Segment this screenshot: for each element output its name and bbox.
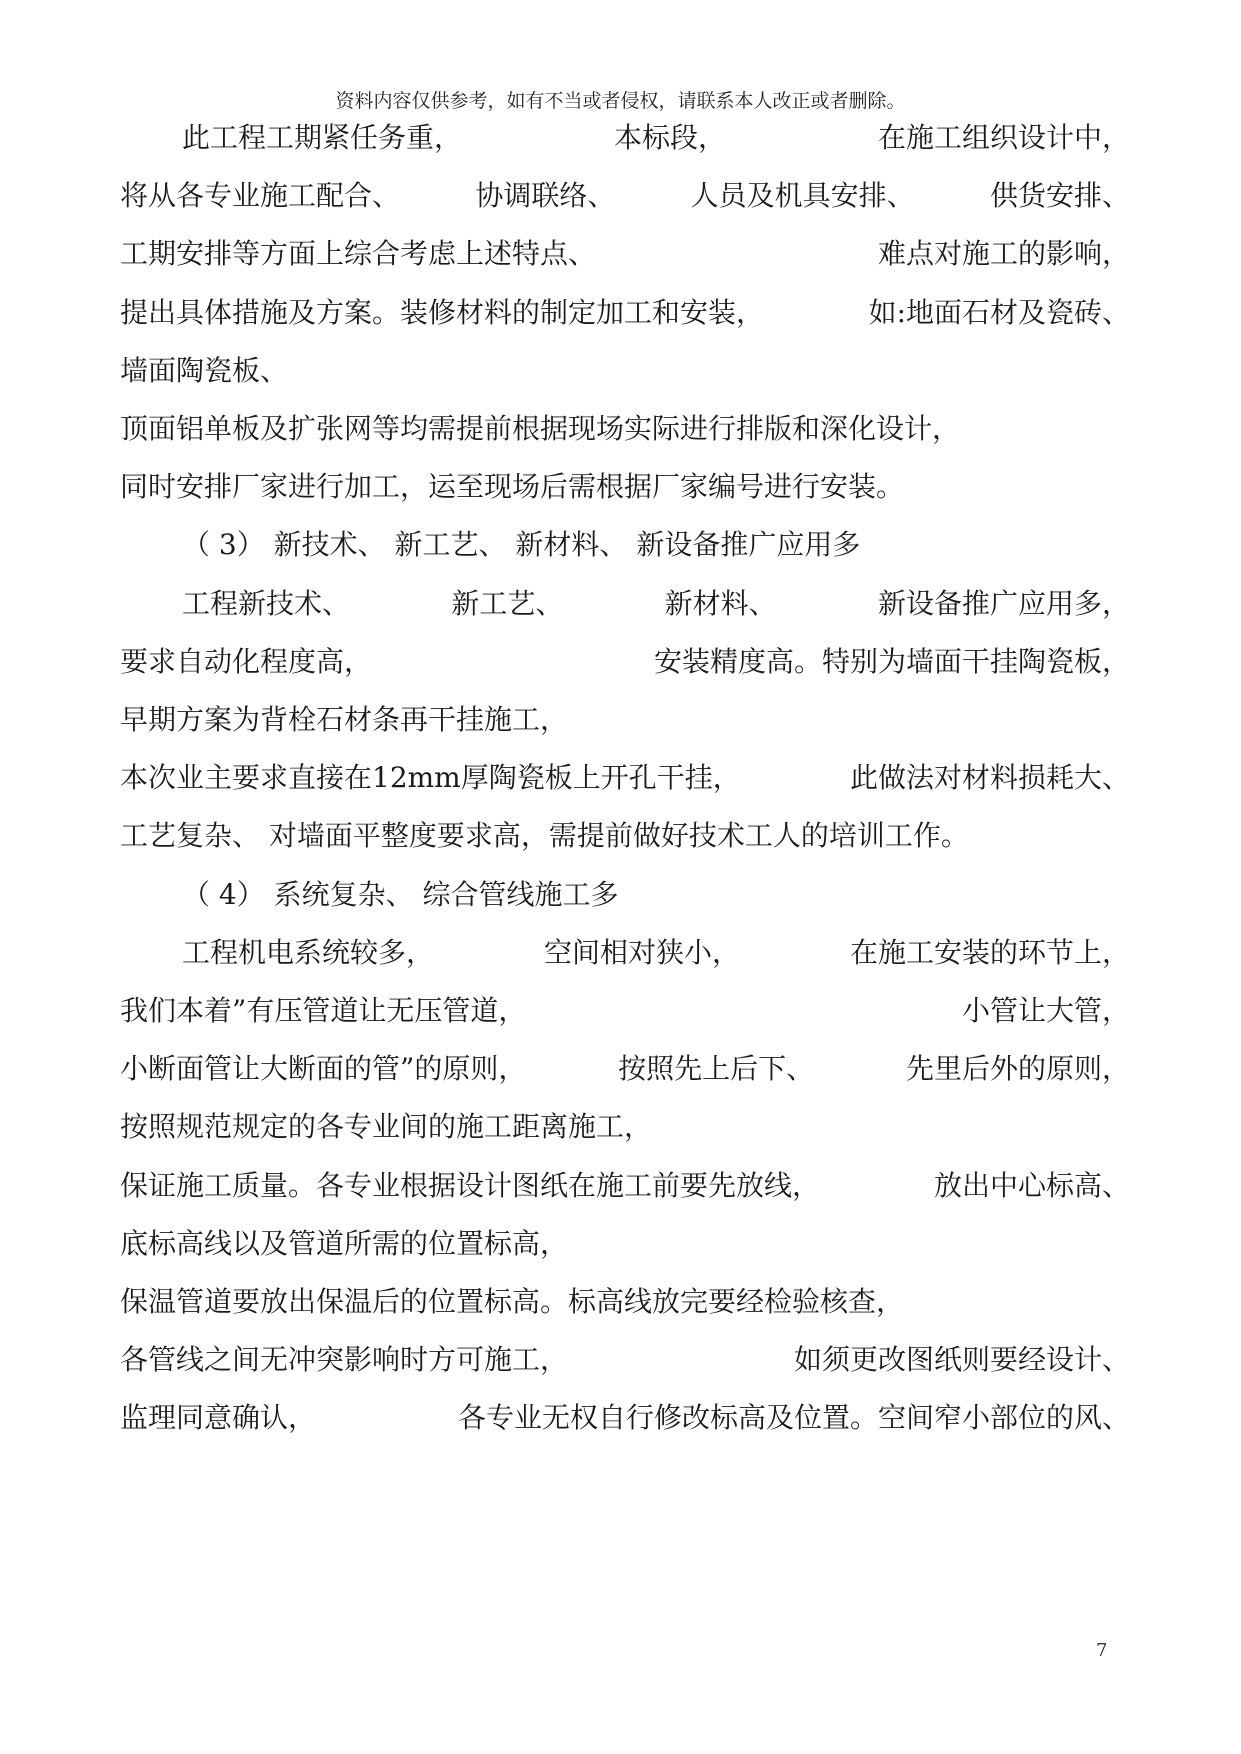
- text-line: [120, 176, 1130, 216]
- text-segment: 安装精度高。特别为墙面干挂陶瓷板，: [653, 644, 1130, 678]
- text-segment: 保温管道要放出保温后的位置标高。标高线放完要经检验核查，: [120, 1285, 905, 1318]
- text-line: [120, 991, 1130, 1031]
- text-segment: 此工程工期紧任务重，: [182, 121, 463, 154]
- disclaimer-header: 资料内容仅供参考，如有不当或者侵权，请联系本人改正或者删除。: [335, 90, 906, 112]
- text-segment: 空间相对狭小，: [543, 935, 740, 969]
- text-segment: 难点对施工的影响，: [877, 237, 1130, 271]
- text-segment: 在施工组织设计中，: [877, 121, 1130, 154]
- text-segment: （ 4） 系统复杂、 综合管线施工多: [182, 877, 619, 911]
- text-segment: 按照先上后下、: [618, 1052, 815, 1086]
- text-segment: 小管让大管，: [961, 994, 1130, 1027]
- text-segment: 新设备推广应用多，: [877, 586, 1130, 620]
- text-segment: 顶面铝单板及扩张网等均需提前根据现场实际进行排版和深化设计，: [120, 412, 961, 445]
- text-segment: 提出具体措施及方案。装修材料的制定加工和安装，: [120, 295, 765, 329]
- text-segment: 本标段，: [613, 121, 726, 154]
- text-segment: 新工艺、: [451, 586, 564, 620]
- text-segment: 先里后外的原则，: [905, 1052, 1130, 1086]
- text-segment: 本次业主要求直接在12mm厚陶瓷板上开孔干挂，: [120, 761, 741, 795]
- text-line: [120, 1049, 1130, 1089]
- text-line: [120, 758, 1130, 798]
- text-segment: 工程新技术、: [182, 586, 351, 620]
- text-line: [120, 351, 1130, 391]
- text-segment: 保证施工质量。各专业根据设计图纸在施工前要先放线，: [120, 1168, 821, 1202]
- text-line: [120, 1282, 1130, 1322]
- text-segment: 工期安排等方面上综合考虑上述特点、: [120, 237, 597, 271]
- text-line: [120, 1224, 1130, 1264]
- text-line: [120, 933, 1130, 973]
- text-segment: 如须更改图纸则要经设计、: [793, 1343, 1130, 1377]
- text-line: [120, 700, 1130, 740]
- page-number: 7: [1096, 1640, 1108, 1661]
- text-line: [120, 1166, 1130, 1206]
- text-line: [120, 1107, 1130, 1147]
- text-line: [120, 1398, 1130, 1438]
- text-line: [120, 642, 1130, 682]
- text-segment: 墙面陶瓷板、: [120, 353, 289, 387]
- text-segment: 新材料、: [664, 586, 777, 620]
- text-line: [120, 525, 1130, 565]
- text-segment: 此做法对材料损耗大、: [849, 761, 1130, 795]
- text-segment: 要求自动化程度高，: [120, 644, 373, 678]
- text-segment: 放出中心标高、: [933, 1168, 1130, 1202]
- text-segment: 工程机电系统较多，: [182, 935, 435, 969]
- text-line: [120, 875, 1130, 915]
- text-segment: 早期方案为背栓石材条再干挂施工，: [120, 703, 569, 736]
- text-line: [120, 584, 1130, 624]
- text-line: [120, 409, 1130, 449]
- text-line: [120, 467, 1130, 507]
- text-segment: 我们本着”有压管道让无压管道，: [120, 994, 527, 1027]
- text-segment: 工艺复杂、 对墙面平整度要求高，需提前做好技术工人的培训工作。: [120, 819, 969, 853]
- text-segment: 人员及机具安排、: [690, 179, 915, 213]
- text-segment: 同时安排厂家进行加工，运至现场后需根据厂家编号进行安装。: [120, 470, 905, 504]
- text-segment: 小断面管让大断面的管”的原则，: [120, 1052, 527, 1086]
- text-segment: 如:地面石材及瓷砖、: [868, 295, 1130, 329]
- text-line: [120, 118, 1130, 158]
- text-segment: 协调联络、: [475, 179, 616, 213]
- text-segment: 按照规范规定的各专业间的施工距离施工，: [120, 1110, 653, 1144]
- text-segment: 监理同意确认，: [120, 1401, 317, 1435]
- text-segment: 各专业无权自行修改标高及位置。空间窄小部位的风、: [457, 1401, 1130, 1435]
- text-line: [120, 234, 1130, 274]
- text-line: [120, 293, 1130, 333]
- text-segment: 底标高线以及管道所需的位置标高，: [120, 1226, 569, 1260]
- text-segment: 各管线之间无冲突影响时方可施工，: [120, 1343, 569, 1377]
- text-line: [120, 816, 1130, 856]
- text-segment: （ 3） 新技术、 新工艺、 新材料、 新设备推广应用多: [182, 528, 861, 562]
- text-line: [120, 1340, 1130, 1380]
- text-segment: 在施工安装的环节上，: [849, 935, 1130, 969]
- text-segment: 将从各专业施工配合、: [120, 179, 401, 213]
- text-segment: 供货安排、: [989, 179, 1130, 213]
